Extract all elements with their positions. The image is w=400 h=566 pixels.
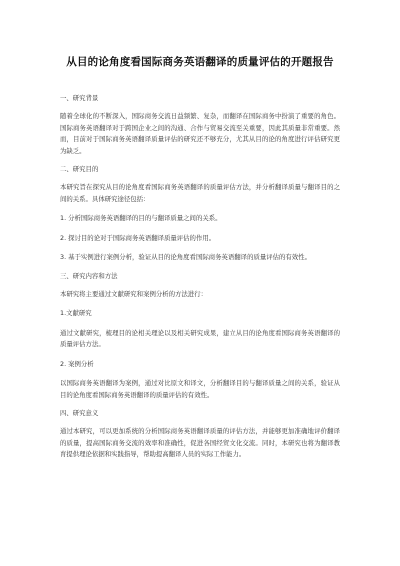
literature-heading: 1.文献研究	[60, 309, 92, 317]
method-intro: 本研究将主要通过文献研究和案例分析的方法进行：	[60, 289, 207, 298]
objective-item-2: 2. 探讨目的论对于国际商务英语翻译质量评估的作用。	[60, 233, 216, 242]
objective-item-1: 1. 分析国际商务英语翻译的目的与翻译质量之间的关系。	[60, 214, 222, 222]
case-heading: 2. 案例分析	[60, 359, 94, 368]
significance-paragraph: 通过本研究，可以更加系统的分析国际商务英语翻译质量的评估方法，并能够更加准确地评价翻译的质量，提高国际商务交流的效率和准确性，促进各国经贸文化交流。同时，本研究也将为翻译教育提供理论依据和实践指导，帮助提高翻译人员的实际工作能力。	[60, 427, 340, 458]
section-heading-content-method: 三、研究内容和方法	[60, 271, 118, 280]
objective-paragraph: 本研究旨在探究从目的论角度看国际商务英语翻译的质量评估方法，并分析翻译质量与翻译目的之间的关系。具体研究途径包括：	[60, 183, 340, 203]
objective-item-3: 3. 基于实例进行案例分析，验证从目的论角度看国际商务英语翻译的质量评估的有效性。	[60, 253, 311, 261]
section-heading-significance: 四、研究意义	[60, 409, 99, 417]
document-title: 从目的论角度看国际商务英语翻译的质量评估的开题报告	[66, 56, 334, 68]
literature-paragraph: 通过文献研究，梳理目的论相关理论以及相关研究成果，建立从目的论角度看国际商务英语翻译的质量评估方法。	[60, 328, 340, 348]
section-heading-background: 一、研究背景	[60, 94, 99, 102]
background-paragraph: 随着全球化的不断深入，国际商务交流日益频繁、复杂，而翻译在国际商务中扮演了重要的角色。国际商务英语翻译对于跨国企业之间的沟通、合作与贸易交流至关重要，因此其质量非常重要。然而，目前对于国际商务英语翻译质量评估的研究还不够充分，尤其从目的论的角度进行评估研究更为缺乏。	[60, 112, 340, 155]
case-paragraph: 以国际商务英语翻译为案例，通过对比原文和译文，分析翻译目的与翻译质量之间的关系，验证从目的论角度看国际商务英语翻译的质量评估的有效性。	[60, 379, 340, 399]
section-heading-objective: 二、研究目的	[60, 165, 99, 173]
